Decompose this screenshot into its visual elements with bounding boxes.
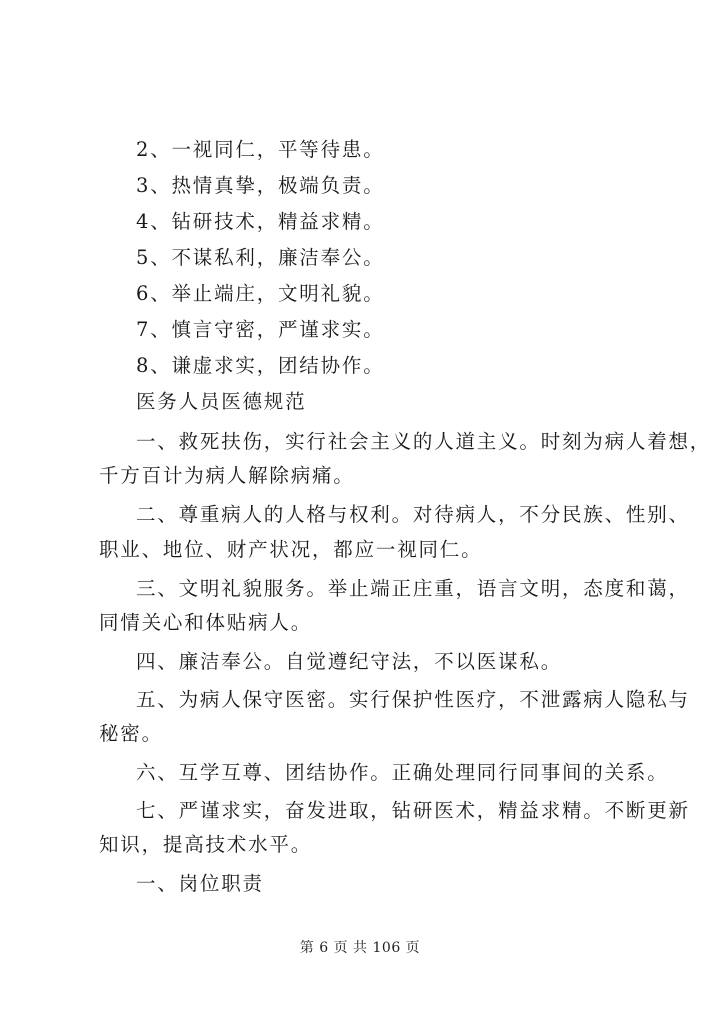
paragraph-line: 六、互学互尊、团结协作。正确处理同行同事间的关系。 xyxy=(136,761,669,784)
paragraph-line: 职业、地位、财产状况，都应一视同仁。 xyxy=(99,538,483,561)
page-footer: 第 6 页 共 106 页 xyxy=(299,940,421,956)
text-line: 5、不谋私利，廉洁奉公。 xyxy=(136,246,385,269)
text-line: 4、钻研技术，精益求精。 xyxy=(136,210,385,233)
paragraph-line: 三、文明礼貌服务。举止端正庄重，语言文明，态度和蔼， xyxy=(136,577,690,600)
text-line: 7、慎言守密，严谨求实。 xyxy=(136,318,385,341)
text-line: 8、谦虚求实，团结协作。 xyxy=(136,354,385,377)
paragraph-line: 一、救死扶伤，实行社会主义的人道主义。时刻为病人着想， xyxy=(136,430,712,453)
paragraph-line: 知识，提高技术水平。 xyxy=(99,833,313,856)
text-line: 3、热情真挚，极端负责。 xyxy=(136,174,385,197)
paragraph-line: 五、为病人保守医密。实行保护性医疗，不泄露病人隐私与 xyxy=(136,688,690,711)
paragraph-line: 千方百计为病人解除病痛。 xyxy=(99,464,355,487)
paragraph-line: 秘密。 xyxy=(99,722,163,745)
section-heading: 医务人员医德规范 xyxy=(136,390,307,413)
text-line: 6、举止端庄，文明礼貌。 xyxy=(136,282,385,305)
text-line: 2、一视同仁，平等待患。 xyxy=(136,138,385,161)
paragraph-line: 七、严谨求实，奋发进取，钻研医术，精益求精。不断更新 xyxy=(136,799,690,822)
paragraph-line: 四、廉洁奉公。自觉遵纪守法，不以医谋私。 xyxy=(136,650,563,673)
paragraph-line: 二、尊重病人的人格与权利。对待病人，不分民族、性别、 xyxy=(136,503,690,526)
section-heading: 一、岗位职责 xyxy=(136,872,264,895)
paragraph-line: 同情关心和体贴病人。 xyxy=(99,611,313,634)
